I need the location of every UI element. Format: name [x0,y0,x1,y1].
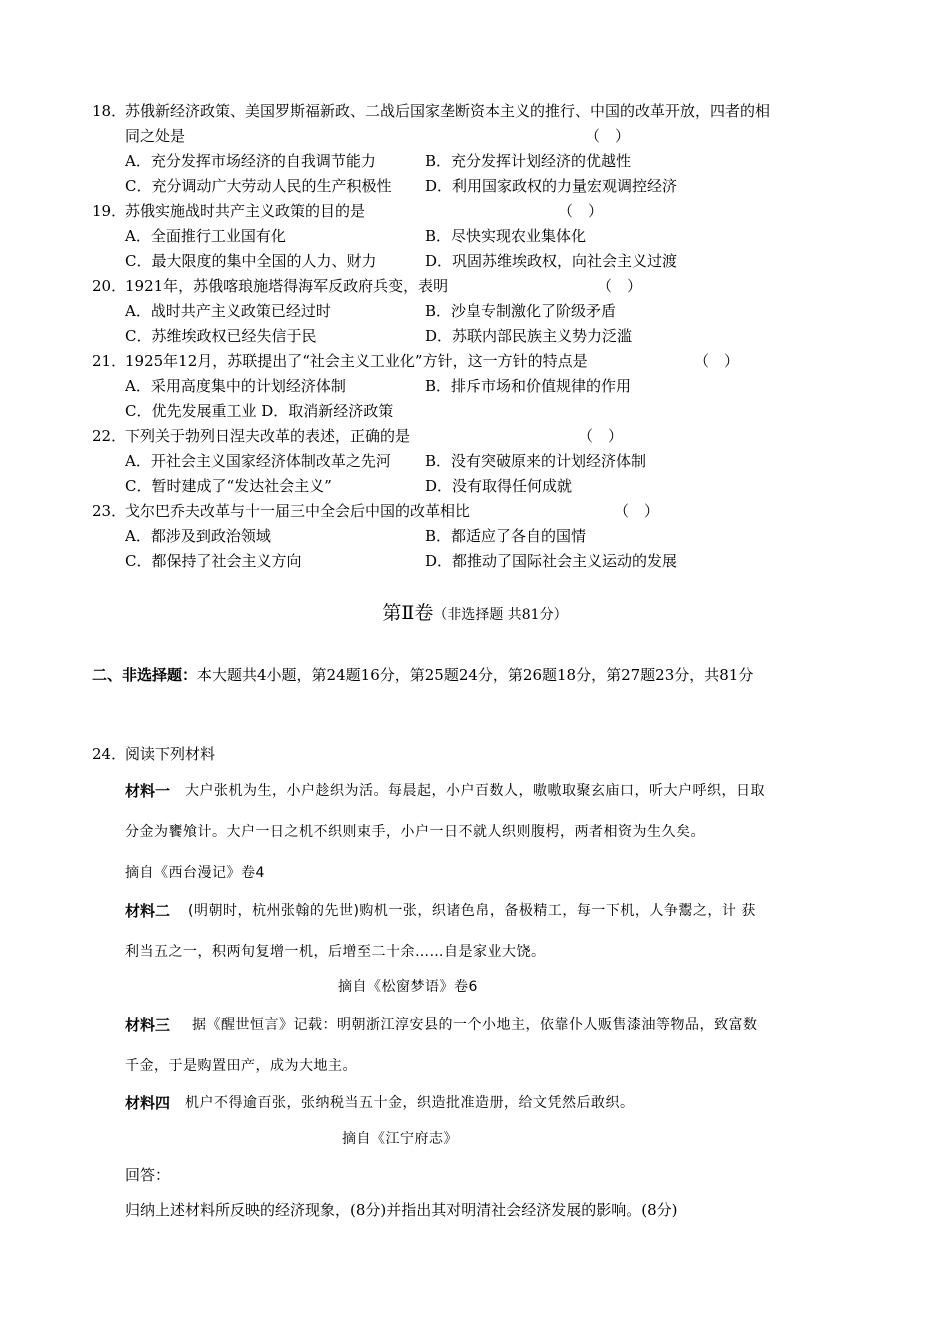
option-d: D．利用国家政权的力量宏观调控经济 [425,177,678,195]
option-a: A．开社会主义国家经济体制改革之先河 [125,452,391,470]
section-heading-text: 本大题共4小题，第24题16分，第25题24分，第26题18分，第27题23分，共81分 [197,666,754,684]
option-d: D．都推动了国际社会主义运动的发展 [425,552,678,570]
question-task: 归纳上述材料所反映的经济现象，(8分)并指出其对明清社会经济发展的影响。(8分) [125,1201,678,1219]
section-title-main: 第Ⅱ卷 [382,602,434,624]
material-2-text: (明朝时，杭州张翰的先世)购机一张，织诸色帛，备极精工，每一下机，人争鬻之，计 获 [188,903,756,919]
option-a: A．全面推行工业国有化 [125,227,286,245]
question-number: 20． [92,277,127,295]
answer-paren: （ ） [578,427,624,445]
option-b: B．尽快实现农业集体化 [425,227,587,245]
option-c-d: C．优先发展重工业 D．取消新经济政策 [125,402,394,420]
option-a: A．充分发挥市场经济的自我调节能力 [125,152,376,170]
material-3-label: 材料三 [125,1016,171,1034]
material-4-label: 材料四 [125,1094,171,1112]
material-3-text: 千金，于是购置田产，成为大地主。 [125,1058,357,1074]
section-title-sub: （非选择题 共81分） [433,607,568,623]
option-c: C．充分调动广大劳动人民的生产积极性 [125,177,392,195]
question-number: 19． [92,202,127,220]
material-2-label: 材料二 [125,902,171,920]
option-d: D．苏联内部民族主义势力泛滥 [425,327,633,345]
answer-paren: （ ） [694,352,740,370]
answer-paren: （ ） [614,502,660,520]
option-c: C．暂时建成了“发达社会主义” [125,477,332,495]
question-stem: 苏俄实施战时共产主义政策的目的是 [125,202,366,220]
option-b: B．没有突破原来的计划经济体制 [425,452,647,470]
option-b: B．沙皇专制激化了阶级矛盾 [425,302,617,320]
question-number: 21． [92,352,127,370]
material-2-text: 利当五之一，积两旬复增一机，后增至二十余……自是家业大饶。 [125,944,546,960]
section-heading [92,665,753,685]
material-4-text: 机户不得逾百张，张纳税当五十金，织造批准造册，给文凭然后敢织。 [185,1095,635,1111]
option-c: C．最大限度的集中全国的人力、财力 [125,252,377,270]
question-number: 22． [92,427,127,445]
answer-paren: （ ） [585,127,631,145]
question-intro: 阅读下列材料 [125,745,216,763]
option-a: A．战时共产主义政策已经过时 [125,302,331,320]
question-stem: 戈尔巴乔夫改革与十一届三中全会后中国的改革相比 [125,502,471,520]
section-heading-label: 二、非选择题： [92,666,198,684]
question-number: 23． [92,502,127,520]
question-stem: 下列关于勃列日涅夫改革的表述，正确的是 [125,427,411,445]
material-3-text: 据《醒世恒言》记载：明朝浙江淳安县的一个小地主，依靠仆人贩售漆油等物品，致富数 [192,1017,758,1033]
option-b: B．都适应了各自的国情 [425,527,587,545]
question-stem: 同之处是 [125,127,186,145]
question-stem: 苏俄新经济政策、美国罗斯福新政、二战后国家垄断资本主义的推行、中国的改革开放，四者的相 [125,102,771,120]
answer-paren: （ ） [597,277,643,295]
option-b: B．排斥市场和价值规律的作用 [425,377,632,395]
question-stem: 1925年12月，苏联提出了“社会主义工业化”方针，这一方针的特点是 [125,352,588,370]
section-title [0,598,950,625]
material-1-text: 大户张机为生，小户趁织为活。每晨起，小户百数人，嗷嗷取聚玄庙口，听大户呼织，日取 [185,783,765,799]
option-c: C．都保持了社会主义方向 [125,552,302,570]
material-2-source: 摘自《松窗梦语》卷6 [338,979,478,995]
material-1-text: 分金为饔飧计。大户一日之机不织则束手，小户一日不就人织则腹枵，两者相资为生久矣。 [125,824,705,840]
option-a: A．采用高度集中的计划经济体制 [125,377,346,395]
material-1-label: 材料一 [125,782,171,800]
option-d: D．巩固苏维埃政权，向社会主义过渡 [425,252,678,270]
material-4-source: 摘自《江宁府志》 [342,1131,458,1147]
option-d: D．没有取得任何成就 [425,477,573,495]
answer-paren: （ ） [558,202,604,220]
question-number: 18． [92,102,127,120]
option-a: A．都涉及到政治领域 [125,527,271,545]
option-c: C．苏维埃政权已经失信于民 [125,327,317,345]
option-b: B．充分发挥计划经济的优越性 [425,152,632,170]
question-stem: 1921年，苏俄喀琅施塔得海军反政府兵变，表明 [125,277,449,295]
material-1-source: 摘自《西台漫记》卷4 [125,865,265,881]
answer-label: 回答： [125,1166,171,1184]
question-number: 24． [92,745,127,763]
